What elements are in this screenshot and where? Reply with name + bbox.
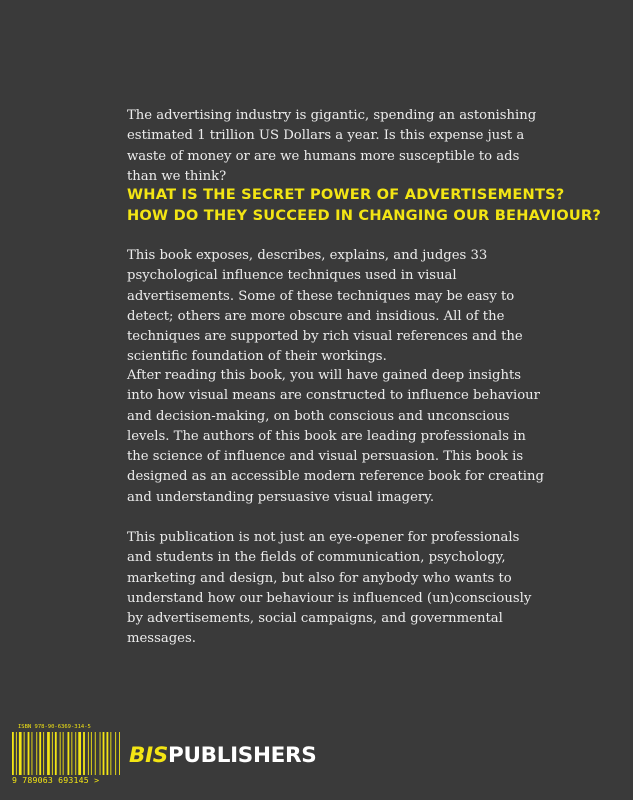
barcode-bar	[68, 732, 70, 776]
barcode-bar	[39, 732, 41, 776]
barcode-bar	[55, 732, 57, 776]
body-paragraph-techniques: This book exposes, describes, explains, and judges 33 psychological influence techniques used in visual advertisements. Some of these techniques may be easy to detect; others are more obscure and insidious. All of the techniques are supported by rich visual references and the scientific foundation of their workings.	[127, 248, 523, 365]
barcode-bar	[60, 732, 61, 776]
barcode-digits: 9 789063 693145 >	[9, 775, 128, 785]
intro-paragraph: The advertising industry is gigantic, spending an astonishing estimated 1 trillion US Dollars a year. Is this expense just a waste of money or are we humans more susceptible to ads than we think?	[127, 108, 537, 184]
body-paragraph-audience: This publication is not just an eye-opener for professionals and students in the fields of communication, psychology, marketing and design, but also for anybody who wants to understand how our behaviour is influenced (un)consciously by advertisements, social campaigns, and governmental messages.	[127, 530, 532, 647]
publisher-logo-prefix: BIS	[129, 743, 168, 768]
barcode-bar	[28, 732, 30, 776]
barcode-bar	[52, 732, 53, 776]
barcode-bar	[36, 732, 37, 776]
barcode-bar	[47, 732, 50, 776]
publisher-logo	[129, 743, 317, 768]
barcode-bar	[119, 732, 120, 776]
barcode-bar	[100, 732, 101, 776]
barcode-bar	[91, 732, 92, 776]
headline-line-1: WHAT IS THE SECRET POWER OF ADVERTISEMENTS?	[127, 186, 565, 203]
barcode-bar	[19, 732, 22, 776]
barcode-bar	[71, 732, 72, 776]
barcode-bar	[43, 732, 44, 776]
isbn-barcode	[9, 724, 125, 786]
barcode-bars	[9, 732, 125, 780]
headline	[127, 184, 602, 226]
publisher-logo-name: PUBLISHERS	[167, 743, 317, 768]
barcode-bar	[32, 732, 33, 776]
barcode-bar	[75, 732, 76, 776]
barcode-bar	[12, 732, 14, 776]
headline-line-2: HOW DO THEY SUCCEED IN CHANGING OUR BEHAVIOUR?	[127, 207, 602, 224]
barcode-bar	[63, 732, 64, 776]
barcode-bar	[16, 732, 17, 776]
barcode-bar	[103, 732, 105, 776]
isbn-label: ISBN 978-90-6369-314-5	[18, 724, 91, 730]
barcode-bar	[24, 732, 25, 776]
barcode-bar	[88, 732, 89, 776]
barcode-bar	[78, 732, 81, 776]
body-paragraph-insights: After reading this book, you will have gained deep insights into how visual means are constructed to influence behaviour and decision-making, on both conscious and unconscious levels. The authors of this book are leading professionals in the science of influence and visual persuasion. This book is designed as an accessible modern reference book for creating and understanding persuasive visual imagery.	[127, 368, 544, 505]
barcode-bar	[83, 732, 85, 776]
barcode-bar	[95, 732, 96, 776]
barcode-bar	[115, 732, 116, 776]
barcode-bar	[107, 732, 109, 776]
barcode-bar	[110, 732, 111, 776]
